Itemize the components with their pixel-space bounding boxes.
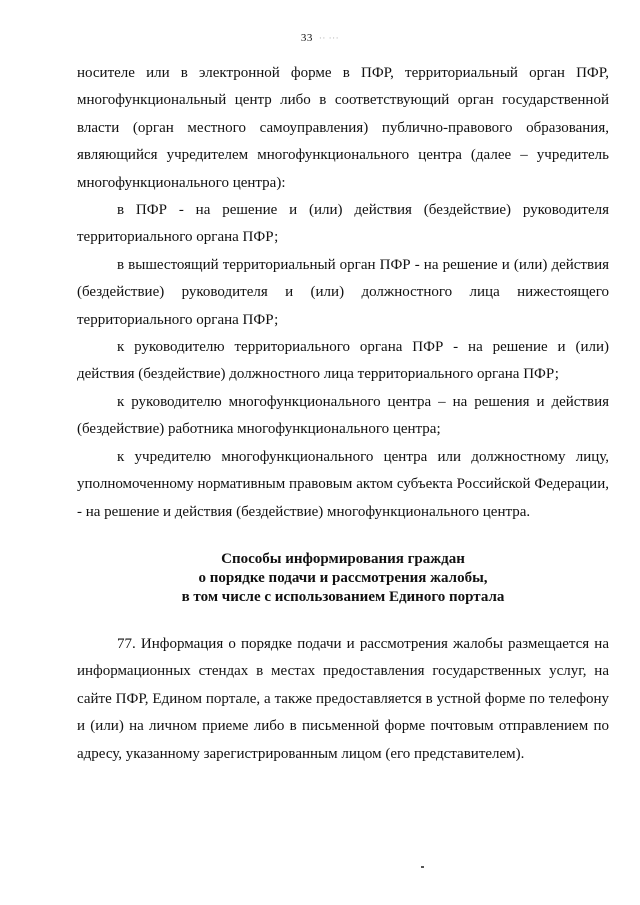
section-heading (77, 550, 609, 607)
paragraph-founder-mfc: к учредителю многофункционального центра или должностному лицу, уполномоченному нормативным правовым актом субъекта Российской Федерации, - на решение и действия (бездействие) многофункционального центра. (77, 448, 609, 520)
page-number (0, 32, 640, 44)
paragraph-pfr: в ПФР - на решение и (или) действия (бездействие) руководителя территориального органа ПФР; (77, 202, 609, 246)
paragraph-higher-body: в вышестоящий территориальный орган ПФР - на решение и (или) действия (бездействие) руководителя и (или) должностного лица нижестоящего территориального органа ПФР; (77, 256, 609, 328)
heading-line-3: в том числе с использованием Единого портала (181, 588, 505, 605)
paragraph-head-territorial: к руководителю территориального органа ПФР - на решение и (или) действия (бездействие) должностного лица территориального органа ПФР; (77, 339, 609, 383)
paragraph-head-mfc: к руководителю многофункционального центра – на решения и действия (бездействие) работника многофункционального центра; (77, 393, 609, 438)
paragraph-77: 77. Информация о порядке подачи и рассмотрения жалобы размещается на информационных стендах в местах предоставления государственных услуг, на сайте ПФР, Едином портале, а также предоставляется в устной форме по телефону и (или) на личном приеме либо в письменной форме почтовым отправлением по адресу, указанному зарегистрированным лицом (его представителем). (77, 635, 609, 762)
heading-line-2: о порядке подачи и рассмотрения жалобы, (198, 569, 488, 586)
page-number-mark: ·· ··· (318, 33, 340, 43)
paragraph-intro: носителе или в электронной форме в ПФР, территориальный орган ПФР, многофункциональный центр либо в соответствующий орган государственной власти (орган местного самоуправления) публично-правового образования, являющийся учредителем многофункционального центра (далее – учредитель многофункционального центра): (77, 65, 609, 191)
document-body (77, 60, 609, 768)
heading-line-1: Способы информирования граждан (221, 550, 465, 567)
scan-speck (421, 866, 424, 868)
page-number-value: 33 (300, 32, 313, 44)
